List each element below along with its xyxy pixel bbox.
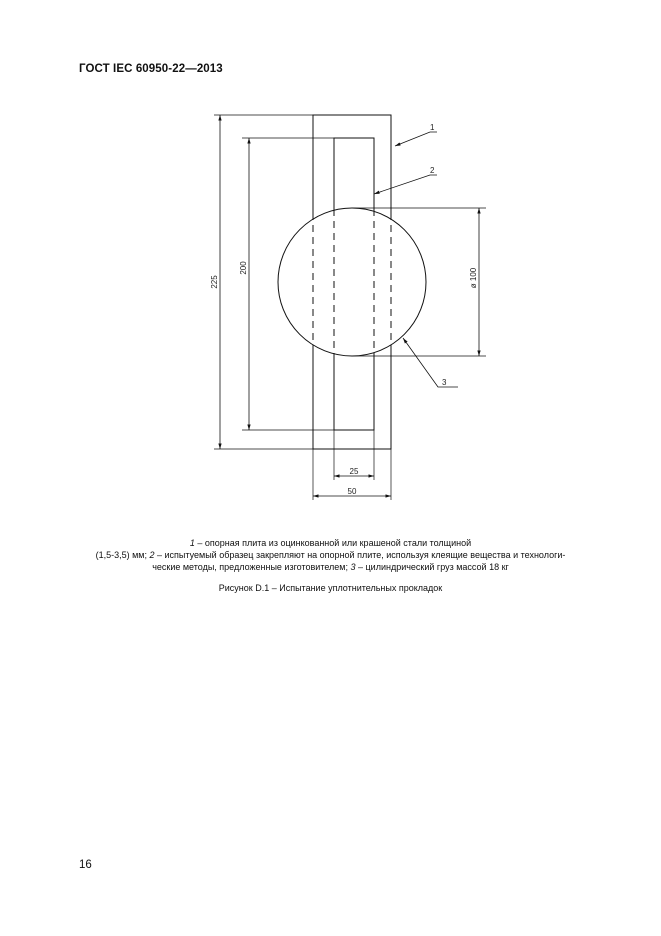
callout-1: 1 — [430, 123, 435, 132]
page-number: 16 — [79, 859, 92, 871]
callout-2: 2 — [430, 166, 435, 175]
figure-title: Рисунок D.1 – Испытание уплотнительных прокладок — [218, 583, 443, 593]
legend-item-1-number: 1 — [189, 538, 195, 548]
legend-line-2 — [60, 549, 601, 561]
legend-item-2-number: 2 — [149, 550, 155, 560]
legend-item-1-text: – опорная плита из оцинкованной или крашеной стали толщиной — [194, 538, 472, 548]
dimension-50: 50 — [347, 487, 357, 496]
figure-legend — [60, 537, 601, 573]
legend-item-2-continued: ческие методы, предложенные изготовителем; — [152, 562, 351, 572]
legend-item-3-number: 3 — [350, 562, 356, 572]
legend-item-1-continued: (1,5-3,5) мм; — [95, 550, 150, 560]
dimension-200: 200 — [239, 261, 248, 275]
legend-line-1 — [60, 537, 601, 549]
dimension-25: 25 — [349, 467, 359, 476]
document-header: ГОСТ IEC 60950-22—2013 — [79, 63, 223, 75]
callout-3: 3 — [442, 378, 447, 387]
cylindrical-weight — [278, 208, 426, 356]
legend-line-3 — [60, 561, 601, 573]
legend-item-3-text: – цилиндрический груз массой 18 кг — [355, 562, 509, 572]
dimension-225: 225 — [210, 275, 219, 289]
dimension-diameter-100: ø 100 — [469, 267, 478, 289]
legend-item-2-text: – испытуемый образец закрепляют на опорной плите, используя клеящие вещества и технологи- — [154, 550, 566, 560]
